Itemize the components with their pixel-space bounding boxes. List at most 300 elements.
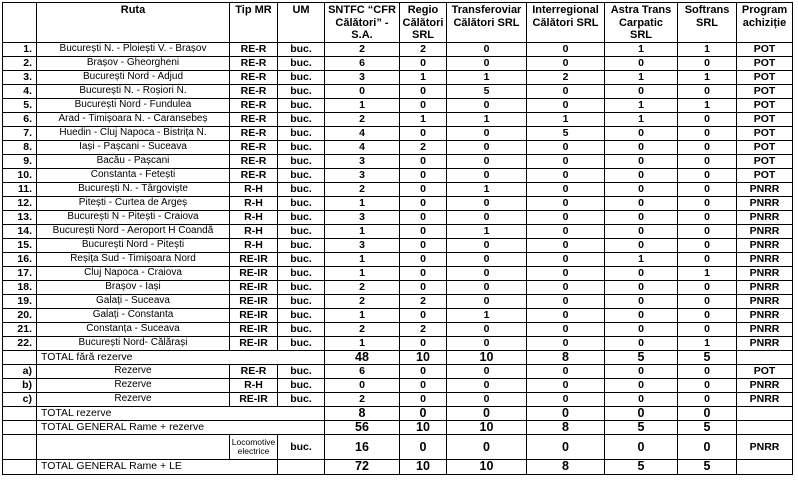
um-cell: buc. xyxy=(278,197,325,211)
table-row xyxy=(3,393,793,407)
route-cell: București Nord - Aeroport H Coandă xyxy=(37,225,230,239)
value-cell: 0 xyxy=(400,183,447,197)
um-cell: buc. xyxy=(278,85,325,99)
value-cell: 0 xyxy=(678,127,737,141)
value-cell: 2 xyxy=(325,295,400,309)
value-cell: 0 xyxy=(605,281,678,295)
program-cell: POT xyxy=(737,365,793,379)
um-cell: buc. xyxy=(278,295,325,309)
value-cell: 16 xyxy=(325,435,400,460)
value-cell: 0 xyxy=(447,197,527,211)
value-cell: 0 xyxy=(605,365,678,379)
value-cell: 0 xyxy=(400,337,447,351)
value-cell: 0 xyxy=(678,113,737,127)
value-cell: 1 xyxy=(605,113,678,127)
value-cell: 0 xyxy=(678,323,737,337)
value-cell: 0 xyxy=(447,127,527,141)
value-cell: 0 xyxy=(527,323,605,337)
program-cell: POT xyxy=(737,155,793,169)
row-num-cell xyxy=(3,407,37,421)
value-cell: 0 xyxy=(400,267,447,281)
route-cell: Rezerve xyxy=(37,365,230,379)
value-cell: 0 xyxy=(527,197,605,211)
value-cell: 1 xyxy=(400,71,447,85)
table-row xyxy=(3,197,793,211)
value-cell: 0 xyxy=(400,57,447,71)
program-cell xyxy=(737,421,793,435)
value-cell: 0 xyxy=(447,281,527,295)
table-row xyxy=(3,323,793,337)
value-cell: 3 xyxy=(325,169,400,183)
value-cell: 1 xyxy=(605,253,678,267)
value-cell: 1 xyxy=(447,183,527,197)
table-row xyxy=(3,337,793,351)
route-cell: Rezerve xyxy=(37,393,230,407)
table-row xyxy=(3,253,793,267)
value-cell: 0 xyxy=(678,197,737,211)
value-cell: 10 xyxy=(447,421,527,435)
value-cell: 0 xyxy=(678,253,737,267)
route-cell: București N. - Ploiești V. - Brașov xyxy=(37,43,230,57)
row-num-cell: 16. xyxy=(3,253,37,267)
value-cell: 2 xyxy=(400,323,447,337)
program-cell: PNRR xyxy=(737,225,793,239)
value-cell: 1 xyxy=(325,197,400,211)
header-operator-interregional: Interregional Călători SRL xyxy=(527,3,605,43)
um-cell: buc. xyxy=(278,155,325,169)
program-cell: PNRR xyxy=(737,239,793,253)
value-cell: 1 xyxy=(325,225,400,239)
table-row xyxy=(3,183,793,197)
value-cell: 2 xyxy=(400,295,447,309)
table-row xyxy=(3,435,793,460)
program-cell: PNRR xyxy=(737,183,793,197)
value-cell: 0 xyxy=(527,85,605,99)
value-cell: 0 xyxy=(447,57,527,71)
value-cell: 0 xyxy=(678,155,737,169)
value-cell: 0 xyxy=(605,197,678,211)
value-cell: 4 xyxy=(325,141,400,155)
value-cell: 0 xyxy=(527,295,605,309)
value-cell: 0 xyxy=(527,393,605,407)
tip-mr-cell: RE-R xyxy=(230,141,278,155)
value-cell: 0 xyxy=(605,141,678,155)
program-cell: PNRR xyxy=(737,253,793,267)
route-cell: Bacău - Pașcani xyxy=(37,155,230,169)
row-num-cell: b) xyxy=(3,379,37,393)
table-row xyxy=(3,281,793,295)
table-row xyxy=(3,379,793,393)
program-cell: POT xyxy=(737,85,793,99)
table-row xyxy=(3,239,793,253)
value-cell: 0 xyxy=(447,141,527,155)
value-cell: 0 xyxy=(678,435,737,460)
tip-mr-cell: RE-R xyxy=(230,113,278,127)
value-cell: 3 xyxy=(325,239,400,253)
value-cell: 0 xyxy=(605,379,678,393)
value-cell: 0 xyxy=(678,239,737,253)
value-cell: 0 xyxy=(678,365,737,379)
header-operator-transferoviar: Transferoviar Călători SRL xyxy=(447,3,527,43)
tip-mr-cell: R-H xyxy=(230,183,278,197)
value-cell: 2 xyxy=(325,183,400,197)
value-cell: 0 xyxy=(605,407,678,421)
route-cell: București Nord - Fundulea xyxy=(37,99,230,113)
value-cell: 0 xyxy=(605,295,678,309)
value-cell: 0 xyxy=(400,169,447,183)
value-cell: 0 xyxy=(527,435,605,460)
um-cell: buc. xyxy=(278,141,325,155)
value-cell: 0 xyxy=(447,99,527,113)
value-cell: 3 xyxy=(325,71,400,85)
value-cell: 0 xyxy=(447,267,527,281)
header-row xyxy=(3,3,793,43)
value-cell: 0 xyxy=(678,295,737,309)
value-cell: 0 xyxy=(605,127,678,141)
value-cell: 10 xyxy=(447,460,527,474)
program-cell: PNRR xyxy=(737,435,793,460)
value-cell: 4 xyxy=(325,127,400,141)
value-cell: 0 xyxy=(527,365,605,379)
header-um: UM xyxy=(278,3,325,43)
value-cell: 2 xyxy=(400,43,447,57)
value-cell: 1 xyxy=(325,337,400,351)
value-cell: 0 xyxy=(400,127,447,141)
value-cell: 0 xyxy=(678,169,737,183)
value-cell: 0 xyxy=(678,225,737,239)
route-cell: Rezerve xyxy=(37,379,230,393)
total-label-cell: TOTAL fără rezerve xyxy=(37,351,325,365)
route-cell: București Nord- Călărași xyxy=(37,337,230,351)
program-cell: PNRR xyxy=(737,337,793,351)
value-cell: 0 xyxy=(605,239,678,253)
tip-mr-cell: R-H xyxy=(230,239,278,253)
header-operator-softrans: Softrans SRL xyxy=(678,3,737,43)
value-cell: 0 xyxy=(678,393,737,407)
table-row xyxy=(3,267,793,281)
value-cell: 1 xyxy=(325,267,400,281)
tip-mr-cell: RE-IR xyxy=(230,393,278,407)
header-num-cell xyxy=(3,3,37,43)
value-cell: 5 xyxy=(605,421,678,435)
value-cell: 5 xyxy=(527,127,605,141)
row-num-cell: 19. xyxy=(3,295,37,309)
row-num-cell: 11. xyxy=(3,183,37,197)
total-row xyxy=(3,407,793,421)
header-operator-sntfc-cfr: SNTFC “CFR Călători” - S.A. xyxy=(325,3,400,43)
value-cell: 0 xyxy=(605,323,678,337)
um-cell: buc. xyxy=(278,211,325,225)
value-cell: 0 xyxy=(400,211,447,225)
value-cell: 0 xyxy=(527,43,605,57)
value-cell: 5 xyxy=(678,421,737,435)
row-num-cell xyxy=(3,460,37,474)
row-num-cell: a) xyxy=(3,365,37,379)
program-cell: PNRR xyxy=(737,323,793,337)
value-cell: 5 xyxy=(605,351,678,365)
row-num-cell: 17. xyxy=(3,267,37,281)
value-cell: 2 xyxy=(325,323,400,337)
row-num-cell: 7. xyxy=(3,127,37,141)
value-cell: 1 xyxy=(605,71,678,85)
value-cell: 2 xyxy=(325,43,400,57)
row-num-cell: 5. xyxy=(3,99,37,113)
value-cell: 0 xyxy=(447,295,527,309)
value-cell: 0 xyxy=(447,407,527,421)
table-row xyxy=(3,309,793,323)
value-cell: 0 xyxy=(527,225,605,239)
route-cell: Cluj Napoca - Craiova xyxy=(37,267,230,281)
value-cell: 0 xyxy=(400,225,447,239)
table-row xyxy=(3,155,793,169)
value-cell: 0 xyxy=(400,155,447,169)
value-cell: 0 xyxy=(605,337,678,351)
value-cell: 0 xyxy=(527,57,605,71)
header-tip-mr: Tip MR xyxy=(230,3,278,43)
value-cell: 0 xyxy=(678,183,737,197)
value-cell: 10 xyxy=(400,421,447,435)
row-num-cell: 18. xyxy=(3,281,37,295)
tip-mr-cell: RE-R xyxy=(230,85,278,99)
table-row xyxy=(3,211,793,225)
value-cell: 0 xyxy=(400,393,447,407)
total-label-cell: TOTAL rezerve xyxy=(37,407,325,421)
header-program: Program achiziție xyxy=(737,3,793,43)
um-cell: buc. xyxy=(278,225,325,239)
value-cell: 0 xyxy=(605,393,678,407)
program-cell: POT xyxy=(737,57,793,71)
value-cell: 0 xyxy=(447,365,527,379)
value-cell: 0 xyxy=(400,239,447,253)
row-num-cell: 21. xyxy=(3,323,37,337)
value-cell: 0 xyxy=(605,85,678,99)
um-cell: buc. xyxy=(278,113,325,127)
value-cell: 0 xyxy=(527,99,605,113)
value-cell: 0 xyxy=(605,155,678,169)
tip-mr-cell: RE-IR xyxy=(230,281,278,295)
value-cell: 0 xyxy=(447,211,527,225)
program-cell: PNRR xyxy=(737,309,793,323)
value-cell: 0 xyxy=(527,155,605,169)
header-operator-astra: Astra Trans Carpatic SRL xyxy=(605,3,678,43)
route-cell: Iași - Pașcani - Suceava xyxy=(37,141,230,155)
route-cell: București N - Pitești - Craiova xyxy=(37,211,230,225)
program-cell: POT xyxy=(737,113,793,127)
value-cell: 3 xyxy=(325,211,400,225)
value-cell: 2 xyxy=(527,71,605,85)
value-cell: 0 xyxy=(678,379,737,393)
total-row xyxy=(3,421,793,435)
value-cell: 0 xyxy=(447,393,527,407)
um-cell: buc. xyxy=(278,379,325,393)
value-cell: 6 xyxy=(325,57,400,71)
program-cell: PNRR xyxy=(737,393,793,407)
route-cell: București Nord - Adjud xyxy=(37,71,230,85)
table-row xyxy=(3,99,793,113)
tip-mr-cell: RE-IR xyxy=(230,323,278,337)
value-cell: 0 xyxy=(447,379,527,393)
tip-mr-cell: RE-IR xyxy=(230,295,278,309)
tip-mr-cell: RE-R xyxy=(230,43,278,57)
value-cell: 0 xyxy=(605,183,678,197)
program-cell xyxy=(737,351,793,365)
value-cell: 10 xyxy=(400,460,447,474)
value-cell: 0 xyxy=(527,267,605,281)
program-cell: PNRR xyxy=(737,267,793,281)
program-cell: POT xyxy=(737,99,793,113)
um-cell: buc. xyxy=(278,309,325,323)
um-cell: buc. xyxy=(278,43,325,57)
row-num-cell: 3. xyxy=(3,71,37,85)
row-num-cell: 6. xyxy=(3,113,37,127)
row-num-cell: 12. xyxy=(3,197,37,211)
row-num-cell xyxy=(3,421,37,435)
tip-mr-cell: R-H xyxy=(230,379,278,393)
total-row xyxy=(3,460,793,474)
value-cell: 0 xyxy=(527,281,605,295)
value-cell: 0 xyxy=(527,337,605,351)
program-cell: POT xyxy=(737,43,793,57)
value-cell: 0 xyxy=(678,141,737,155)
tip-mr-cell: RE-IR xyxy=(230,253,278,267)
program-cell: PNRR xyxy=(737,281,793,295)
value-cell: 56 xyxy=(325,421,400,435)
um-cell: buc. xyxy=(278,99,325,113)
route-cell: București N. - Târgoviște xyxy=(37,183,230,197)
value-cell: 1 xyxy=(527,113,605,127)
value-cell: 1 xyxy=(605,43,678,57)
row-num-cell: 9. xyxy=(3,155,37,169)
value-cell: 0 xyxy=(325,85,400,99)
value-cell: 0 xyxy=(605,435,678,460)
value-cell: 48 xyxy=(325,351,400,365)
tip-mr-cell: RE-R xyxy=(230,57,278,71)
value-cell: 0 xyxy=(605,267,678,281)
value-cell: 1 xyxy=(325,253,400,267)
value-cell: 2 xyxy=(325,393,400,407)
value-cell: 0 xyxy=(527,379,605,393)
table-row xyxy=(3,71,793,85)
value-cell: 0 xyxy=(527,141,605,155)
program-cell: POT xyxy=(737,169,793,183)
value-cell: 0 xyxy=(678,407,737,421)
value-cell: 5 xyxy=(605,460,678,474)
tip-mr-cell: RE-IR xyxy=(230,337,278,351)
value-cell: 2 xyxy=(400,141,447,155)
value-cell: 0 xyxy=(678,309,737,323)
value-cell: 0 xyxy=(447,323,527,337)
value-cell: 0 xyxy=(527,211,605,225)
table-row xyxy=(3,127,793,141)
value-cell: 0 xyxy=(400,85,447,99)
value-cell: 10 xyxy=(447,351,527,365)
total-label-cell: TOTAL GENERAL Rame + LE xyxy=(37,460,278,474)
row-num-cell: 22. xyxy=(3,337,37,351)
program-cell: PNRR xyxy=(737,211,793,225)
value-cell: 72 xyxy=(325,460,400,474)
value-cell: 0 xyxy=(605,211,678,225)
value-cell: 1 xyxy=(325,309,400,323)
tip-mr-cell: Locomotive electrice xyxy=(230,435,278,460)
header-ruta: Ruta xyxy=(37,3,230,43)
value-cell: 0 xyxy=(400,253,447,267)
table-row xyxy=(3,85,793,99)
program-cell xyxy=(737,460,793,474)
route-cell: Arad - Timișoara N. - Caransebeș xyxy=(37,113,230,127)
value-cell: 0 xyxy=(678,85,737,99)
value-cell: 0 xyxy=(325,379,400,393)
tip-mr-cell: RE-R xyxy=(230,365,278,379)
value-cell: 0 xyxy=(678,281,737,295)
value-cell: 1 xyxy=(678,99,737,113)
value-cell: 0 xyxy=(447,239,527,253)
value-cell: 0 xyxy=(400,309,447,323)
header-operator-regio: Regio Călători SRL xyxy=(400,3,447,43)
um-cell: buc. xyxy=(278,323,325,337)
value-cell: 0 xyxy=(527,407,605,421)
value-cell: 0 xyxy=(605,57,678,71)
value-cell: 1 xyxy=(447,71,527,85)
program-cell: POT xyxy=(737,127,793,141)
value-cell: 6 xyxy=(325,365,400,379)
value-cell: 0 xyxy=(605,309,678,323)
route-cell xyxy=(37,435,230,460)
route-cell: Brașov - Iași xyxy=(37,281,230,295)
value-cell: 0 xyxy=(447,253,527,267)
program-cell xyxy=(737,407,793,421)
um-cell: buc. xyxy=(278,239,325,253)
value-cell: 0 xyxy=(400,379,447,393)
value-cell: 1 xyxy=(678,337,737,351)
table-row xyxy=(3,43,793,57)
um-cell: buc. xyxy=(278,127,325,141)
table-row xyxy=(3,169,793,183)
value-cell: 1 xyxy=(447,113,527,127)
um-cell: buc. xyxy=(278,337,325,351)
route-cell: București N. - Roșiori N. xyxy=(37,85,230,99)
value-cell: 10 xyxy=(400,351,447,365)
table-row xyxy=(3,141,793,155)
row-num-cell: 20. xyxy=(3,309,37,323)
total-label-cell: TOTAL GENERAL Rame + rezerve xyxy=(37,421,325,435)
program-cell: PNRR xyxy=(737,197,793,211)
value-cell: 3 xyxy=(325,155,400,169)
route-cell: Huedin - Cluj Napoca - Bistrița N. xyxy=(37,127,230,141)
tip-mr-cell: RE-IR xyxy=(230,309,278,323)
value-cell: 8 xyxy=(527,351,605,365)
value-cell: 0 xyxy=(678,211,737,225)
value-cell: 1 xyxy=(678,267,737,281)
value-cell: 1 xyxy=(447,225,527,239)
um-cell: buc. xyxy=(278,57,325,71)
row-num-cell: 2. xyxy=(3,57,37,71)
tip-mr-cell: R-H xyxy=(230,211,278,225)
row-num-cell xyxy=(3,435,37,460)
program-cell: POT xyxy=(737,141,793,155)
um-cell: buc. xyxy=(278,281,325,295)
value-cell: 1 xyxy=(605,99,678,113)
route-cell: Constanța - Suceava xyxy=(37,323,230,337)
value-cell: 0 xyxy=(527,183,605,197)
value-cell: 0 xyxy=(527,253,605,267)
value-cell: 8 xyxy=(527,460,605,474)
value-cell: 1 xyxy=(325,99,400,113)
value-cell: 0 xyxy=(527,309,605,323)
row-num-cell: 10. xyxy=(3,169,37,183)
value-cell: 0 xyxy=(400,365,447,379)
um-cell: buc. xyxy=(278,393,325,407)
tip-mr-cell: RE-R xyxy=(230,71,278,85)
